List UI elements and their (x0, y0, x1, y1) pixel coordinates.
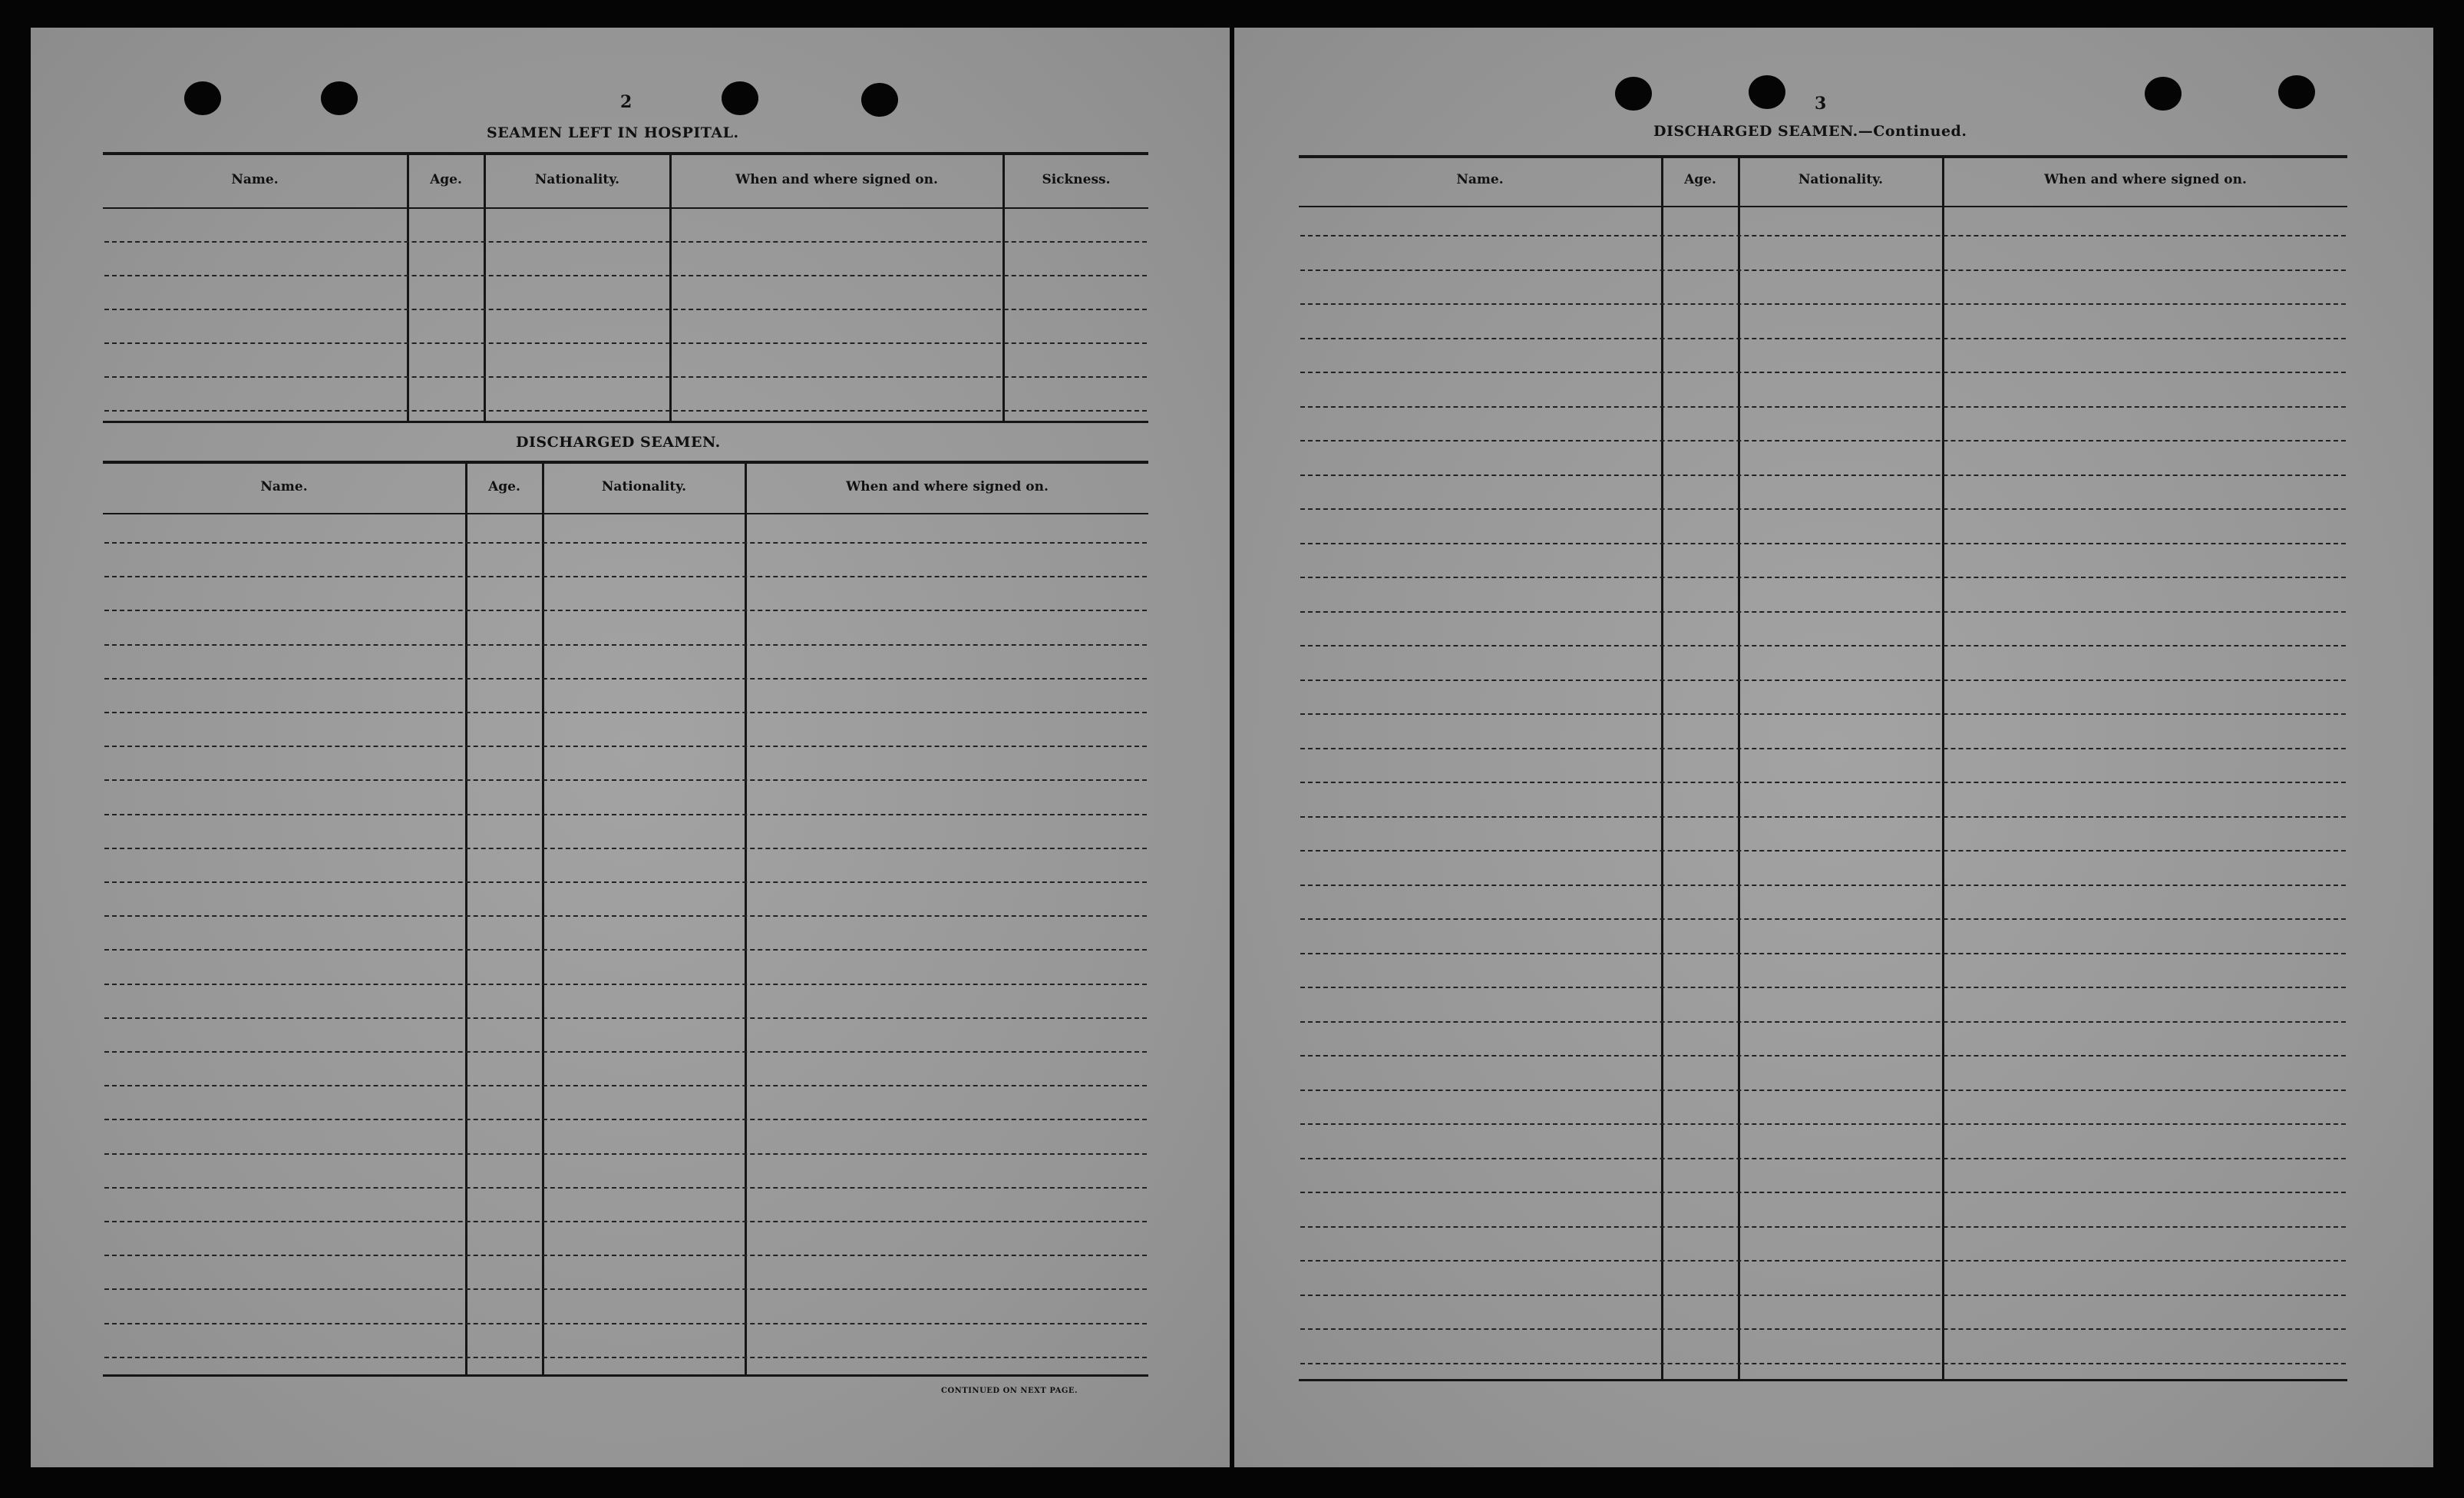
ruled-line (1300, 1363, 2346, 1364)
discharged-section-title: DISCHARGED SEAMEN. (516, 434, 721, 451)
ruled-line (1300, 850, 2346, 852)
ruled-line (1300, 1226, 2346, 1228)
ruled-line (1300, 987, 2346, 988)
hospital-col-nationality: Nationality. (534, 172, 620, 187)
ruled-line (1300, 1192, 2346, 1193)
ruled-line (104, 746, 1147, 747)
ruled-line (104, 949, 1147, 951)
ruled-line (1300, 713, 2346, 715)
ruled-line (104, 1221, 1147, 1222)
col-divider (1661, 157, 1663, 1379)
ruled-line (104, 814, 1147, 815)
ruled-line (104, 1357, 1147, 1358)
ruled-line (104, 1288, 1147, 1290)
ruled-line (1300, 577, 2346, 578)
ruled-line (1300, 1328, 2346, 1330)
discharged-table-header-rule (103, 513, 1148, 514)
punch-hole (321, 81, 358, 115)
col-divider (465, 462, 467, 1374)
ruled-line (1300, 235, 2346, 236)
ruled-line (104, 984, 1147, 985)
discharged-table-bottom-rule (103, 1374, 1148, 1377)
ruled-line (104, 1153, 1147, 1155)
continued-col-name: Name. (1456, 172, 1504, 187)
hospital-table-bottom-rule (103, 421, 1148, 423)
ruled-line (104, 1085, 1147, 1086)
ruled-line (1300, 508, 2346, 510)
ruled-line (104, 576, 1147, 577)
ruled-line (1300, 816, 2346, 818)
punch-hole (1615, 77, 1652, 111)
ruled-line (1300, 680, 2346, 681)
discharged-continued-title: DISCHARGED SEAMEN.—Continued. (1653, 123, 1967, 140)
page-number-right: 3 (1815, 94, 1827, 114)
ruled-line (1300, 1260, 2346, 1262)
ruled-line (1300, 885, 2346, 886)
ruled-line (104, 1187, 1147, 1189)
punch-hole (2278, 75, 2315, 109)
ruled-line (1300, 440, 2346, 441)
ruled-line (104, 309, 1147, 310)
discharged-col-age: Age. (488, 479, 520, 494)
ruled-line (1300, 543, 2346, 544)
ruled-line (104, 610, 1147, 611)
continued-note: CONTINUED ON NEXT PAGE. (941, 1387, 1078, 1395)
col-divider (407, 154, 409, 422)
discharged-table-top-rule (103, 461, 1148, 464)
continued-col-age: Age. (1684, 172, 1716, 187)
punch-hole (1749, 75, 1785, 109)
punch-hole (184, 81, 221, 115)
ruled-line (1300, 303, 2346, 305)
col-divider (484, 154, 486, 422)
ruled-line (104, 342, 1147, 344)
ruled-line (104, 241, 1147, 243)
col-divider (1002, 154, 1005, 422)
ruled-line (1300, 372, 2346, 373)
ruled-line (1300, 748, 2346, 749)
ruled-line (104, 1051, 1147, 1053)
ruled-line (1300, 475, 2346, 476)
hospital-section-title: SEAMEN LEFT IN HOSPITAL. (487, 124, 739, 141)
ruled-line (104, 1323, 1147, 1324)
continued-table-bottom-rule (1299, 1379, 2347, 1381)
discharged-col-signed-on: When and where signed on. (846, 479, 1049, 494)
ruled-line (104, 275, 1147, 276)
col-divider (1942, 157, 1944, 1379)
discharged-col-nationality: Nationality. (601, 479, 687, 494)
ruled-line (104, 712, 1147, 713)
continued-col-signed-on: When and where signed on. (2044, 172, 2247, 187)
ruled-line (104, 881, 1147, 883)
punch-hole (722, 81, 758, 115)
continued-table-top-rule (1299, 155, 2347, 158)
ruled-line (104, 848, 1147, 849)
ruled-line (1300, 645, 2346, 646)
ruled-line (1300, 1295, 2346, 1296)
col-divider (745, 462, 747, 1374)
ruled-line (1300, 1158, 2346, 1159)
continued-table-header-rule (1299, 206, 2347, 207)
hospital-col-sickness: Sickness. (1042, 172, 1111, 187)
ruled-line (104, 678, 1147, 680)
page-number-left: 2 (620, 92, 633, 112)
ruled-line (1300, 953, 2346, 954)
ruled-line (104, 376, 1147, 378)
hospital-col-signed-on: When and where signed on. (735, 172, 938, 187)
ruled-line (104, 644, 1147, 646)
ruled-line (1300, 611, 2346, 613)
ruled-line (104, 915, 1147, 917)
ruled-line (1300, 406, 2346, 408)
ruled-line (1300, 1021, 2346, 1023)
hospital-col-name: Name. (231, 172, 279, 187)
left-page (31, 28, 1230, 1467)
ruled-line (104, 1119, 1147, 1120)
ruled-line (1300, 918, 2346, 920)
hospital-table-top-rule (103, 152, 1148, 155)
ruled-line (104, 1017, 1147, 1019)
col-divider (669, 154, 672, 422)
ruled-line (104, 410, 1147, 412)
ruled-line (104, 1255, 1147, 1256)
col-divider (1738, 157, 1740, 1379)
ruled-line (1300, 1055, 2346, 1057)
punch-hole (861, 83, 898, 117)
col-divider (542, 462, 544, 1374)
ruled-line (1300, 782, 2346, 783)
ruled-line (1300, 270, 2346, 271)
hospital-table-header-rule (103, 207, 1148, 209)
ruled-line (1300, 1090, 2346, 1091)
continued-col-nationality: Nationality. (1798, 172, 1884, 187)
ruled-line (104, 542, 1147, 544)
ruled-line (1300, 1123, 2346, 1125)
ruled-line (104, 779, 1147, 781)
ruled-line (1300, 338, 2346, 339)
discharged-col-name: Name. (260, 479, 308, 494)
punch-hole (2145, 77, 2182, 111)
hospital-col-age: Age. (430, 172, 462, 187)
